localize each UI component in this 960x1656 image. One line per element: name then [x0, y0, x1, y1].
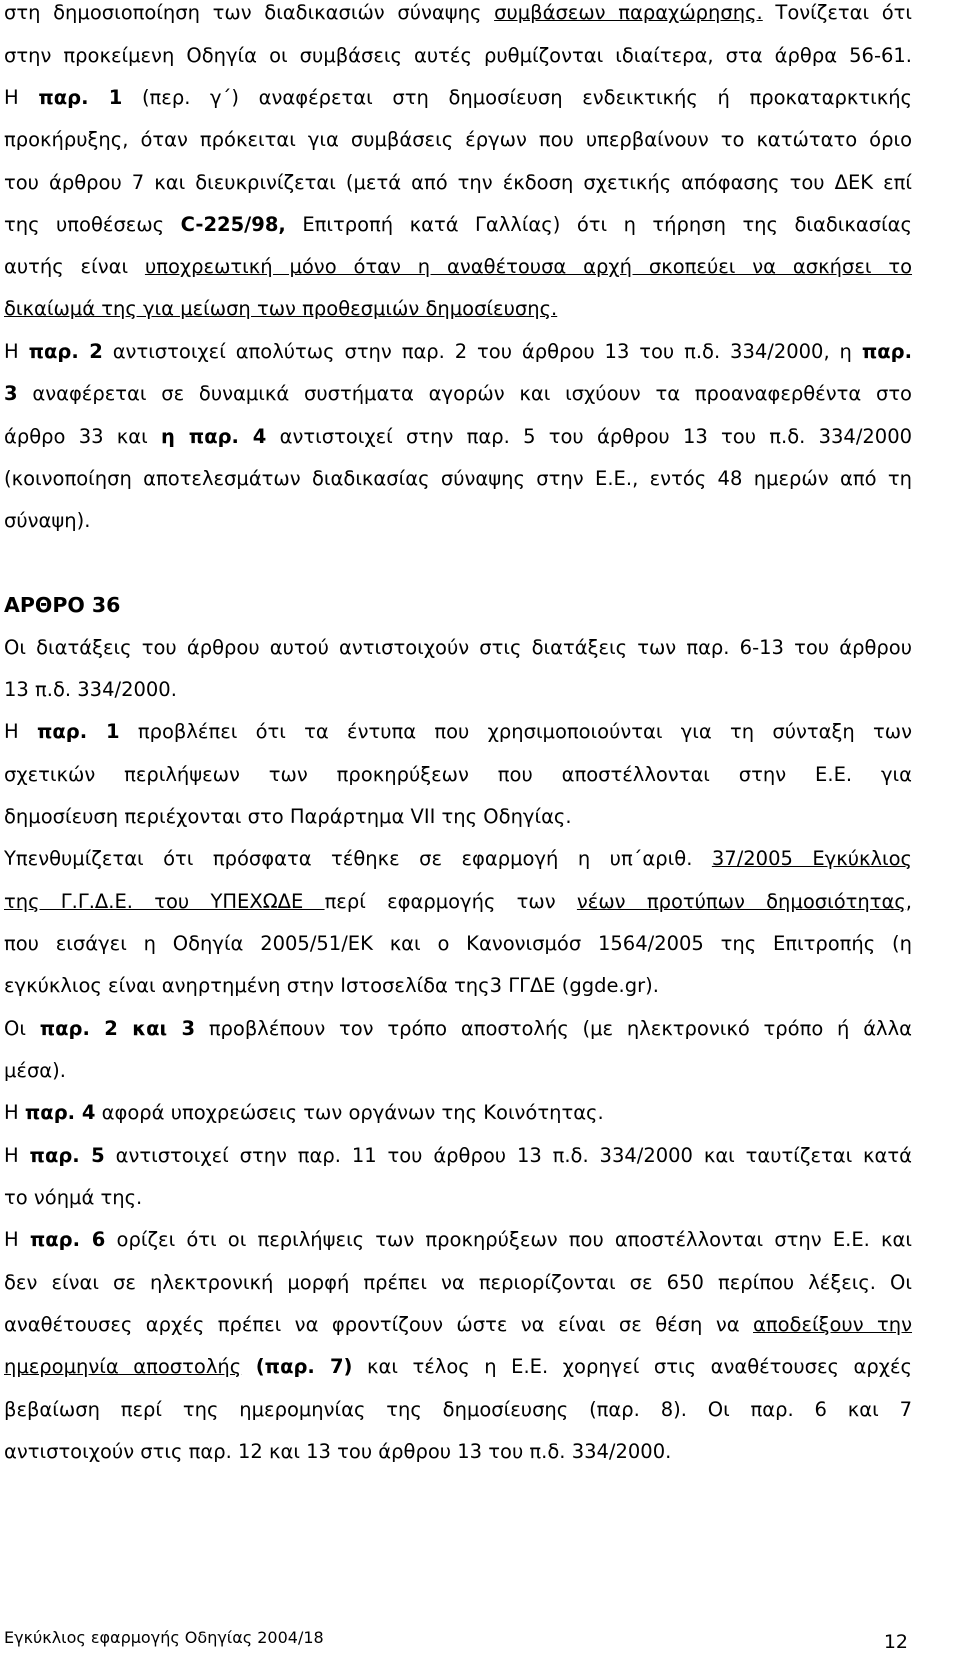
text-line [4, 1439, 912, 1465]
text-run: , [905, 890, 912, 913]
text-run: Η [4, 86, 39, 109]
text-run [241, 1355, 256, 1378]
text-run: Η [4, 720, 37, 743]
bold-text: παρ. 2 [28, 340, 103, 363]
text-line [4, 127, 912, 153]
text-line [4, 1397, 912, 1423]
bold-text: παρ. 1 [36, 720, 120, 743]
underlined-text: νέων προτύπων δημοσιότητας [576, 890, 906, 913]
bold-text: παρ. [861, 340, 913, 363]
text-run: Οι διατάξεις του άρθρου αυτού αντιστοιχούν στις διατάξεις των παρ. 6-13 του άρθρου [4, 636, 912, 659]
text-run: προβλέπει ότι τα έντυπα που χρησιμοποιούνται για τη σύνταξη των [119, 720, 912, 743]
text-line [4, 1270, 912, 1296]
text-run: προκήρυξης, όταν πρόκειται για συμβάσεις έργων που υπερβαίνουν το κατώτατο όριο [4, 128, 912, 151]
text-line [4, 931, 912, 957]
text-line [4, 43, 912, 69]
bold-text: παρ. 2 και 3 [39, 1017, 196, 1040]
text-run: Η [4, 1228, 30, 1251]
text-line [4, 1058, 912, 1084]
text-run: δημοσίευση περιέχονται στο Παράρτημα VII της Οδηγίας. [4, 805, 572, 828]
text-run: του άρθρου 7 και διευκρινίζεται (μετά από την έκδοση σχετικής απόφασης του ΔΕΚ επί [4, 171, 912, 194]
text-line [4, 212, 912, 238]
text-line [4, 0, 912, 26]
text-run: αφορά υποχρεώσεις των οργάνων της Κοινότητας. [95, 1101, 604, 1124]
text-run: ορίζει ότι οι περιλήψεις των προκηρύξεων που αποστέλλονται στην Ε.Ε. και [105, 1228, 912, 1251]
text-run: αντιστοιχεί απολύτως στην παρ. 2 του άρθρου 13 του π.δ. 334/2000, η [102, 340, 862, 363]
underlined-text: αποδείξουν την [753, 1313, 913, 1336]
text-line [4, 846, 912, 872]
text-line [4, 804, 912, 830]
bold-text: (παρ. 7) [255, 1355, 353, 1378]
text-line [4, 1016, 912, 1042]
text-run: το νόημά της. [4, 1186, 143, 1209]
text-run: Η [4, 340, 29, 363]
text-run: και τέλος η Ε.Ε. χορηγεί στις αναθέτουσες αρχές [352, 1355, 913, 1378]
bold-text: παρ. 6 [29, 1228, 106, 1251]
text-line [4, 254, 912, 280]
text-line [4, 170, 912, 196]
text-run: Οι [4, 1017, 40, 1040]
text-line [4, 1100, 912, 1126]
bold-text: η παρ. 4 [161, 425, 267, 448]
text-run: που εισάγει η Οδηγία 2005/51/ΕΚ και ο Κανονισμόσ 1564/2005 της Επιτροπής (η [4, 932, 912, 955]
text-line [4, 1312, 912, 1338]
underlined-text: δικαίωμά της για μείωση των προθεσμιών δημοσίευσης. [4, 297, 558, 320]
bold-text: 3 [4, 382, 18, 405]
text-line [4, 889, 912, 915]
article-heading [4, 592, 912, 618]
text-line [4, 1143, 912, 1169]
text-run: Τονίζεται ότι [762, 1, 913, 24]
text-run: ΑΡΘΡΟ 36 [4, 593, 121, 617]
footer-title: Εγκύκλιος εφαρμογής Οδηγίας 2004/18 [4, 1628, 324, 1647]
page-footer [4, 1628, 908, 1653]
text-line [4, 635, 912, 661]
text-run: (περ. γ΄) αναφέρεται στη δημοσίευση ενδεικτικής ή προκαταρκτικής [122, 86, 912, 109]
bold-text: C-225/98, [180, 213, 286, 236]
text-run: αντιστοιχεί στην παρ. 11 του άρθρου 13 π.δ. 334/2000 και ταυτίζεται κατά [104, 1144, 912, 1167]
text-line [4, 762, 912, 788]
underlined-text: ημερομηνία αποστολής [4, 1355, 242, 1378]
text-run: αντιστοιχεί στην παρ. 5 του άρθρου 13 του π.δ. 334/2000 [266, 425, 913, 448]
text-run: εγκύκλιος είναι ανηρτημένη στην Ιστοσελίδα της3 ΓΓΔΕ (ggde.gr). [4, 974, 659, 997]
bold-text: παρ. 5 [29, 1144, 105, 1167]
underlined-text: συμβάσεων παραχώρησης. [494, 1, 763, 24]
text-line [4, 973, 912, 999]
text-run: βεβαίωση περί της ημερομηνίας της δημοσίευσης (παρ. 8). Οι παρ. 6 και 7 [4, 1398, 912, 1421]
text-line [4, 1227, 912, 1253]
text-run: αυτής είναι [4, 255, 145, 278]
text-run: 13 π.δ. 334/2000. [4, 678, 177, 701]
text-run: στην προκείμενη Οδηγία οι συμβάσεις αυτές ρυθμίζονται ιδιαίτερα, στα άρθρα 56-61. [4, 44, 912, 67]
text-run: άρθρο 33 και [4, 425, 162, 448]
text-line [4, 508, 912, 534]
text-line [4, 466, 912, 492]
text-run: δεν είναι σε ηλεκτρονική μορφή πρέπει να περιορίζονται σε 650 περίπου λέξεις. Οι [4, 1271, 912, 1294]
underlined-text: της Γ.Γ.Δ.Ε. του ΥΠΕΧΩΔΕ [4, 890, 325, 913]
text-run: Υπενθυμίζεται ότι πρόσφατα τέθηκε σε εφαρμογή η υπ΄αριθ. [4, 847, 712, 870]
text-line [4, 1354, 912, 1380]
text-line [4, 381, 912, 407]
text-line [4, 424, 912, 450]
text-run: στη δημοσιοποίηση των διαδικασιών σύναψης [4, 1, 495, 24]
page-number: 12 [883, 1631, 908, 1653]
text-line [4, 719, 912, 745]
text-run: μέσα). [4, 1059, 66, 1082]
text-run: αναθέτουσες αρχές πρέπει να φροντίζουν ώστε να είναι σε θέση να [4, 1313, 754, 1336]
text-line [4, 1185, 912, 1211]
text-run: Η [4, 1101, 25, 1124]
text-run: προβλέπουν τον τρόπο αποστολής (με ηλεκτρονικό τρόπο ή άλλα [195, 1017, 912, 1040]
text-run: περί εφαρμογής των [324, 890, 577, 913]
text-run: (κοινοποίηση αποτελεσμάτων διαδικασίας σύναψης στην Ε.Ε., εντός 48 ημερών από τη [4, 467, 912, 490]
underlined-text: 37/2005 Εγκύκλιος [711, 847, 912, 870]
text-run: Επιτροπή κατά Γαλλίας) ότι η τήρηση της διαδικασίας [285, 213, 912, 236]
text-run: αντιστοιχούν στις παρ. 12 και 13 του άρθρου 13 του π.δ. 334/2000. [4, 1440, 672, 1463]
text-line [4, 677, 912, 703]
text-line [4, 85, 912, 111]
text-run: σχετικών περιλήψεων των προκηρύξεων που αποστέλλονται στην Ε.Ε. για [4, 763, 912, 786]
text-run: της υποθέσεως [4, 213, 181, 236]
text-run: αναφέρεται σε δυναμικά συστήματα αγορών και ισχύουν τα προαναφερθέντα στο [17, 382, 912, 405]
text-line [4, 339, 912, 365]
text-run: Η [4, 1144, 30, 1167]
text-run: σύναψη). [4, 509, 91, 532]
bold-text: παρ. 1 [38, 86, 123, 109]
underlined-text: υποχρεωτική μόνο όταν η αναθέτουσα αρχή σκοπεύει να ασκήσει το [144, 255, 913, 278]
text-line [4, 296, 912, 322]
bold-text: παρ. 4 [24, 1101, 96, 1124]
